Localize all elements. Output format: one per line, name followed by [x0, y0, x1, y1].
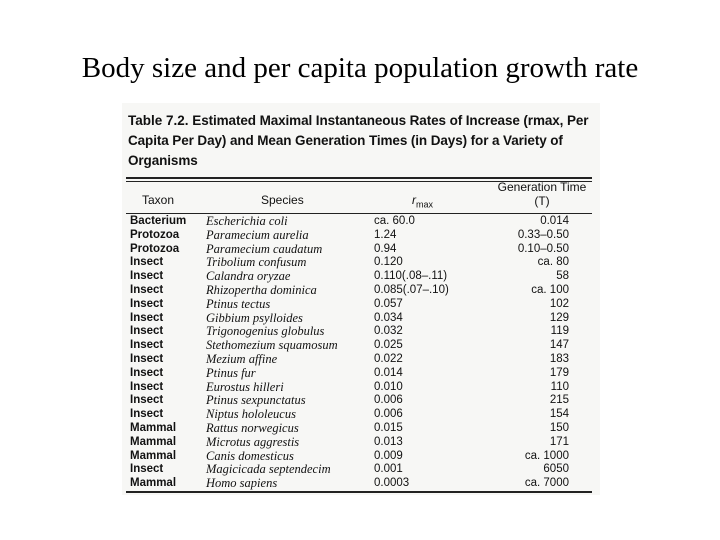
cell-generation-time: 102 [549, 297, 569, 310]
table-row [122, 381, 600, 395]
cell-species: Homo sapiens [206, 476, 278, 491]
cell-species: Mezium affine [206, 351, 278, 366]
cell-species: Trigonogenius globulus [206, 324, 325, 339]
table-caption-text: Estimated Maximal Instantaneous Rates of Increase (rmax, Per Capita Per Day) and Mean Generation Times (in Days) for a Variety of Organisms [128, 113, 589, 168]
cell-generation-time: 183 [549, 352, 569, 365]
cell-generation-time: ca. 80 [537, 256, 569, 269]
header-taxon: Taxon [142, 193, 175, 207]
cell-rmax: 0.001 [374, 463, 403, 476]
cell-generation-time: 0.10–0.50 [517, 242, 569, 255]
header-rmax-r: r [412, 193, 416, 207]
cell-taxon: Insect [130, 366, 164, 379]
cell-taxon: Insect [130, 256, 164, 269]
header-species: Species [261, 193, 304, 207]
table-row [122, 312, 600, 326]
cell-taxon: Insect [130, 380, 164, 393]
cell-taxon: Insect [130, 463, 164, 476]
table-row [122, 298, 600, 312]
cell-taxon: Mammal [130, 477, 177, 490]
cell-taxon: Bacterium [130, 215, 187, 227]
cell-taxon: Insect [130, 394, 164, 407]
cell-generation-time: 150 [549, 421, 569, 434]
cell-generation-time: 179 [549, 366, 569, 379]
cell-generation-time: 129 [549, 311, 569, 324]
cell-species: Gibbium psylloides [206, 310, 303, 325]
table-row [122, 394, 600, 408]
cell-taxon: Mammal [130, 449, 177, 462]
cell-generation-time: 154 [549, 408, 569, 421]
cell-species: Paramecium aurelia [206, 227, 309, 242]
cell-rmax: 0.94 [374, 242, 397, 255]
bottom-rule [126, 491, 592, 493]
cell-generation-time: 110 [550, 380, 569, 393]
cell-generation-time: ca. 1000 [524, 449, 569, 462]
cell-species: Eurostus hilleri [206, 379, 284, 394]
table-row [122, 215, 600, 229]
cell-rmax: 0.015 [374, 421, 403, 434]
cell-species: Calandra oryzae [206, 269, 291, 284]
cell-taxon: Insect [130, 311, 164, 324]
table-row [122, 477, 600, 491]
table-row [122, 229, 600, 243]
table-row [122, 243, 600, 257]
cell-generation-time: 0.014 [540, 215, 569, 227]
table-row [122, 256, 600, 270]
cell-taxon: Mammal [130, 421, 177, 434]
cell-rmax: 0.010 [374, 380, 403, 393]
cell-taxon: Insect [130, 352, 164, 365]
cell-rmax: 1.24 [374, 228, 397, 241]
cell-rmax: 0.025 [374, 339, 403, 352]
cell-rmax: 0.057 [374, 297, 403, 310]
cell-species: Magicicada septendecim [206, 462, 331, 477]
table-row [122, 436, 600, 450]
cell-taxon: Insect [130, 283, 164, 296]
table-label: Table 7.2. [128, 113, 189, 128]
top-rule [126, 177, 592, 179]
table-row [122, 325, 600, 339]
cell-rmax: 0.013 [374, 435, 403, 448]
cell-taxon: Protozoa [130, 228, 180, 241]
cell-species: Ptinus sexpunctatus [206, 393, 306, 408]
cell-rmax: 0.006 [374, 394, 403, 407]
cell-species: Escherichia coli [206, 214, 288, 228]
cell-taxon: Protozoa [130, 242, 180, 255]
cell-species: Stethomezium squamosum [206, 338, 338, 353]
table-row [122, 422, 600, 436]
cell-rmax: 0.006 [374, 408, 403, 421]
header-rule [126, 213, 592, 214]
cell-generation-time: 147 [549, 339, 569, 352]
cell-taxon: Insect [130, 408, 164, 421]
cell-taxon: Insect [130, 339, 164, 352]
header-generation-time [497, 180, 587, 208]
cell-rmax: 0.0003 [374, 477, 410, 490]
cell-rmax: 0.034 [374, 311, 403, 324]
header-rmax-sub: max [416, 199, 434, 210]
cell-taxon: Insect [130, 297, 164, 310]
table-caption [128, 111, 598, 171]
cell-species: Ptinus fur [206, 365, 256, 380]
table-row [122, 408, 600, 422]
cell-rmax: 0.032 [374, 325, 403, 338]
cell-generation-time: 215 [549, 394, 569, 407]
table-row [122, 450, 600, 464]
table-row [122, 339, 600, 353]
cell-taxon: Mammal [130, 435, 177, 448]
header-generation-time-symbol: (T) [534, 194, 550, 208]
cell-taxon: Insect [130, 270, 164, 283]
table-row [122, 353, 600, 367]
cell-taxon: Insect [130, 325, 164, 338]
cell-generation-time: ca. 100 [531, 283, 569, 296]
slide-title: Body size and per capita population growth rate [81, 52, 639, 84]
cell-rmax: ca. 60.0 [374, 215, 415, 227]
cell-rmax: 0.120 [374, 256, 403, 269]
cell-species: Rhizopertha dominica [206, 282, 317, 297]
header-generation-time-label: Generation Time [497, 180, 587, 194]
table-row [122, 284, 600, 298]
cell-species: Niptus hololeucus [206, 407, 296, 422]
cell-species: Microtus aggrestis [206, 434, 300, 449]
cell-generation-time: 0.33–0.50 [517, 228, 569, 241]
cell-species: Paramecium caudatum [206, 241, 323, 256]
cell-rmax: 0.085(.07–.10) [374, 283, 449, 296]
cell-rmax: 0.110(.08–.11) [374, 270, 448, 283]
cell-species: Ptinus tectus [206, 296, 271, 311]
cell-generation-time: 6050 [543, 463, 569, 476]
cell-generation-time: 119 [550, 325, 569, 338]
cell-rmax: 0.022 [374, 352, 403, 365]
cell-rmax: 0.014 [374, 366, 403, 379]
cell-rmax: 0.009 [374, 449, 403, 462]
scanned-table-image [122, 103, 600, 495]
table-row [122, 270, 600, 284]
cell-species: Rattus norwegicus [206, 420, 299, 435]
cell-species: Canis domesticus [206, 448, 294, 463]
header-rmax [412, 193, 433, 211]
cell-generation-time: ca. 7000 [524, 477, 569, 490]
table-row [122, 463, 600, 477]
cell-generation-time: 171 [549, 435, 569, 448]
table-row [122, 367, 600, 381]
table-body [122, 215, 600, 491]
cell-generation-time: 58 [556, 270, 569, 283]
cell-species: Tribolium confusum [206, 255, 307, 270]
